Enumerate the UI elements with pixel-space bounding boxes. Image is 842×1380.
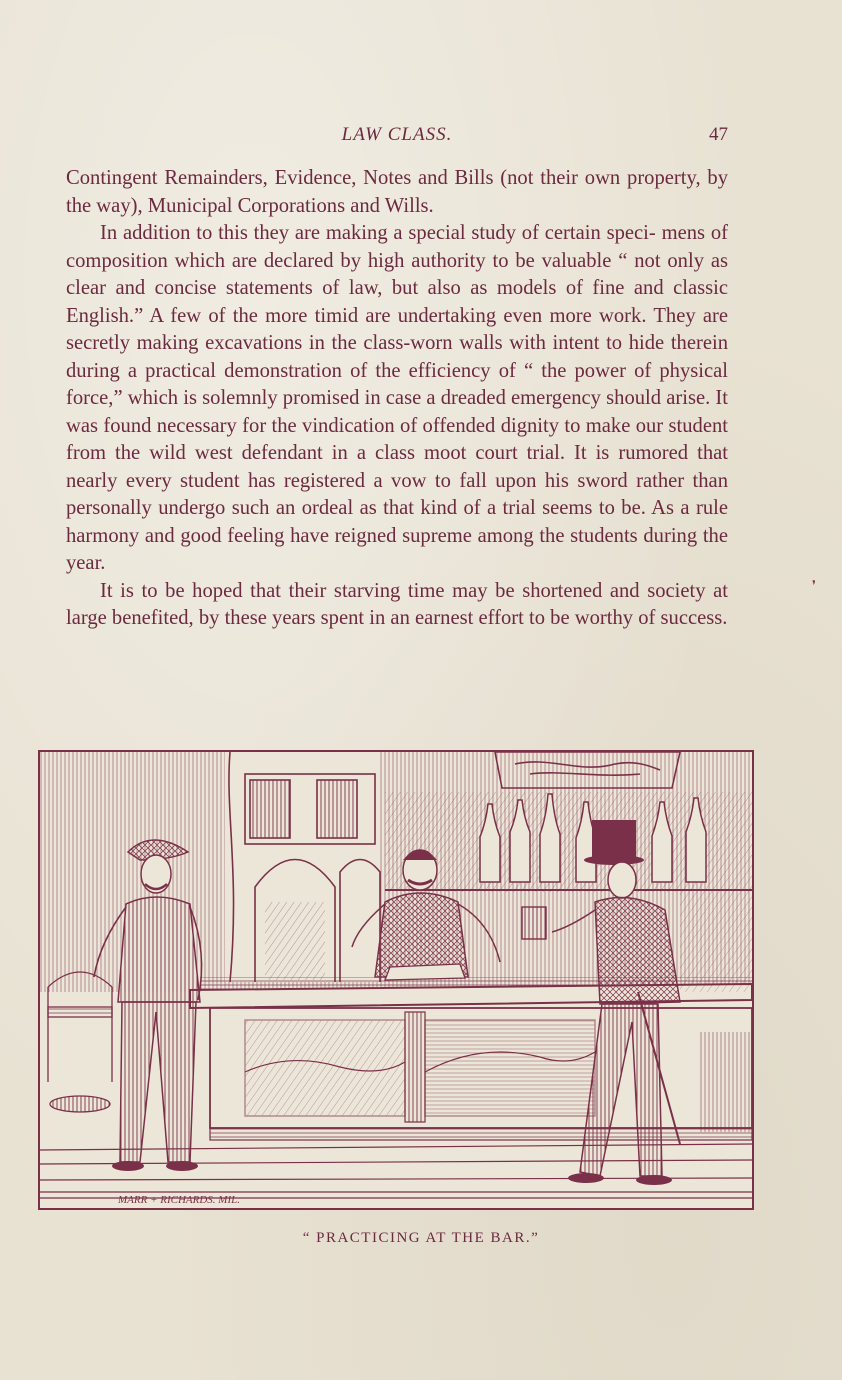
right-panel xyxy=(700,1032,752,1132)
paragraph-1: Contingent Remainders, Evidence, Notes and Bills (not their own property, by the way), Municipal Corporations and Wills. xyxy=(66,167,728,217)
paragraph-3: It is to be hoped that their starving time may be shortened and society at large benefited, by these years spent in an earnest effort to be worthy of success. xyxy=(66,579,728,629)
engraving-drawing xyxy=(40,752,752,1208)
bar-counter xyxy=(190,984,752,1140)
chair xyxy=(48,972,112,1112)
page-number: 47 xyxy=(709,124,728,145)
beer-mug xyxy=(522,907,546,939)
illustration-caption: “ PRACTICING AT THE BAR.” xyxy=(302,1230,540,1246)
paper-speck: ❜ xyxy=(812,578,816,592)
body-text xyxy=(66,165,728,633)
bar-scene-illustration xyxy=(38,750,754,1210)
right-wall xyxy=(680,892,752,992)
running-title: LAW CLASS. xyxy=(341,124,453,145)
paragraph-2: In addition to this they are making a special study of certain speci- mens of composition which are declared by high authority to be valuable “ not only as clear and concise statements of law, but also as models of fine and classic English.” A few of the more timid are undertaking even more work. They are secretly making excavations in the class-worn walls with intent to hide therein during a practical demonstration of the efficiency of “ the power of physical force,” which is solemnly promised in case a dreaded emergency should arise. It was found necessary for the vindication of offended dignity to make our student from the wild west defendant in a class moot court trial. It is rumored that nearly every student has registered a vow to fall upon his sword rather than personally undergo such an ordeal as that kind of a trial seems to be. As a rule harmony and good feeling have reigned supreme among the students during the year. xyxy=(66,222,728,574)
artist-signature: MARR + RICHARDS. MIL. xyxy=(118,1194,240,1206)
running-head xyxy=(66,124,728,150)
steam-urn-area xyxy=(265,902,325,980)
